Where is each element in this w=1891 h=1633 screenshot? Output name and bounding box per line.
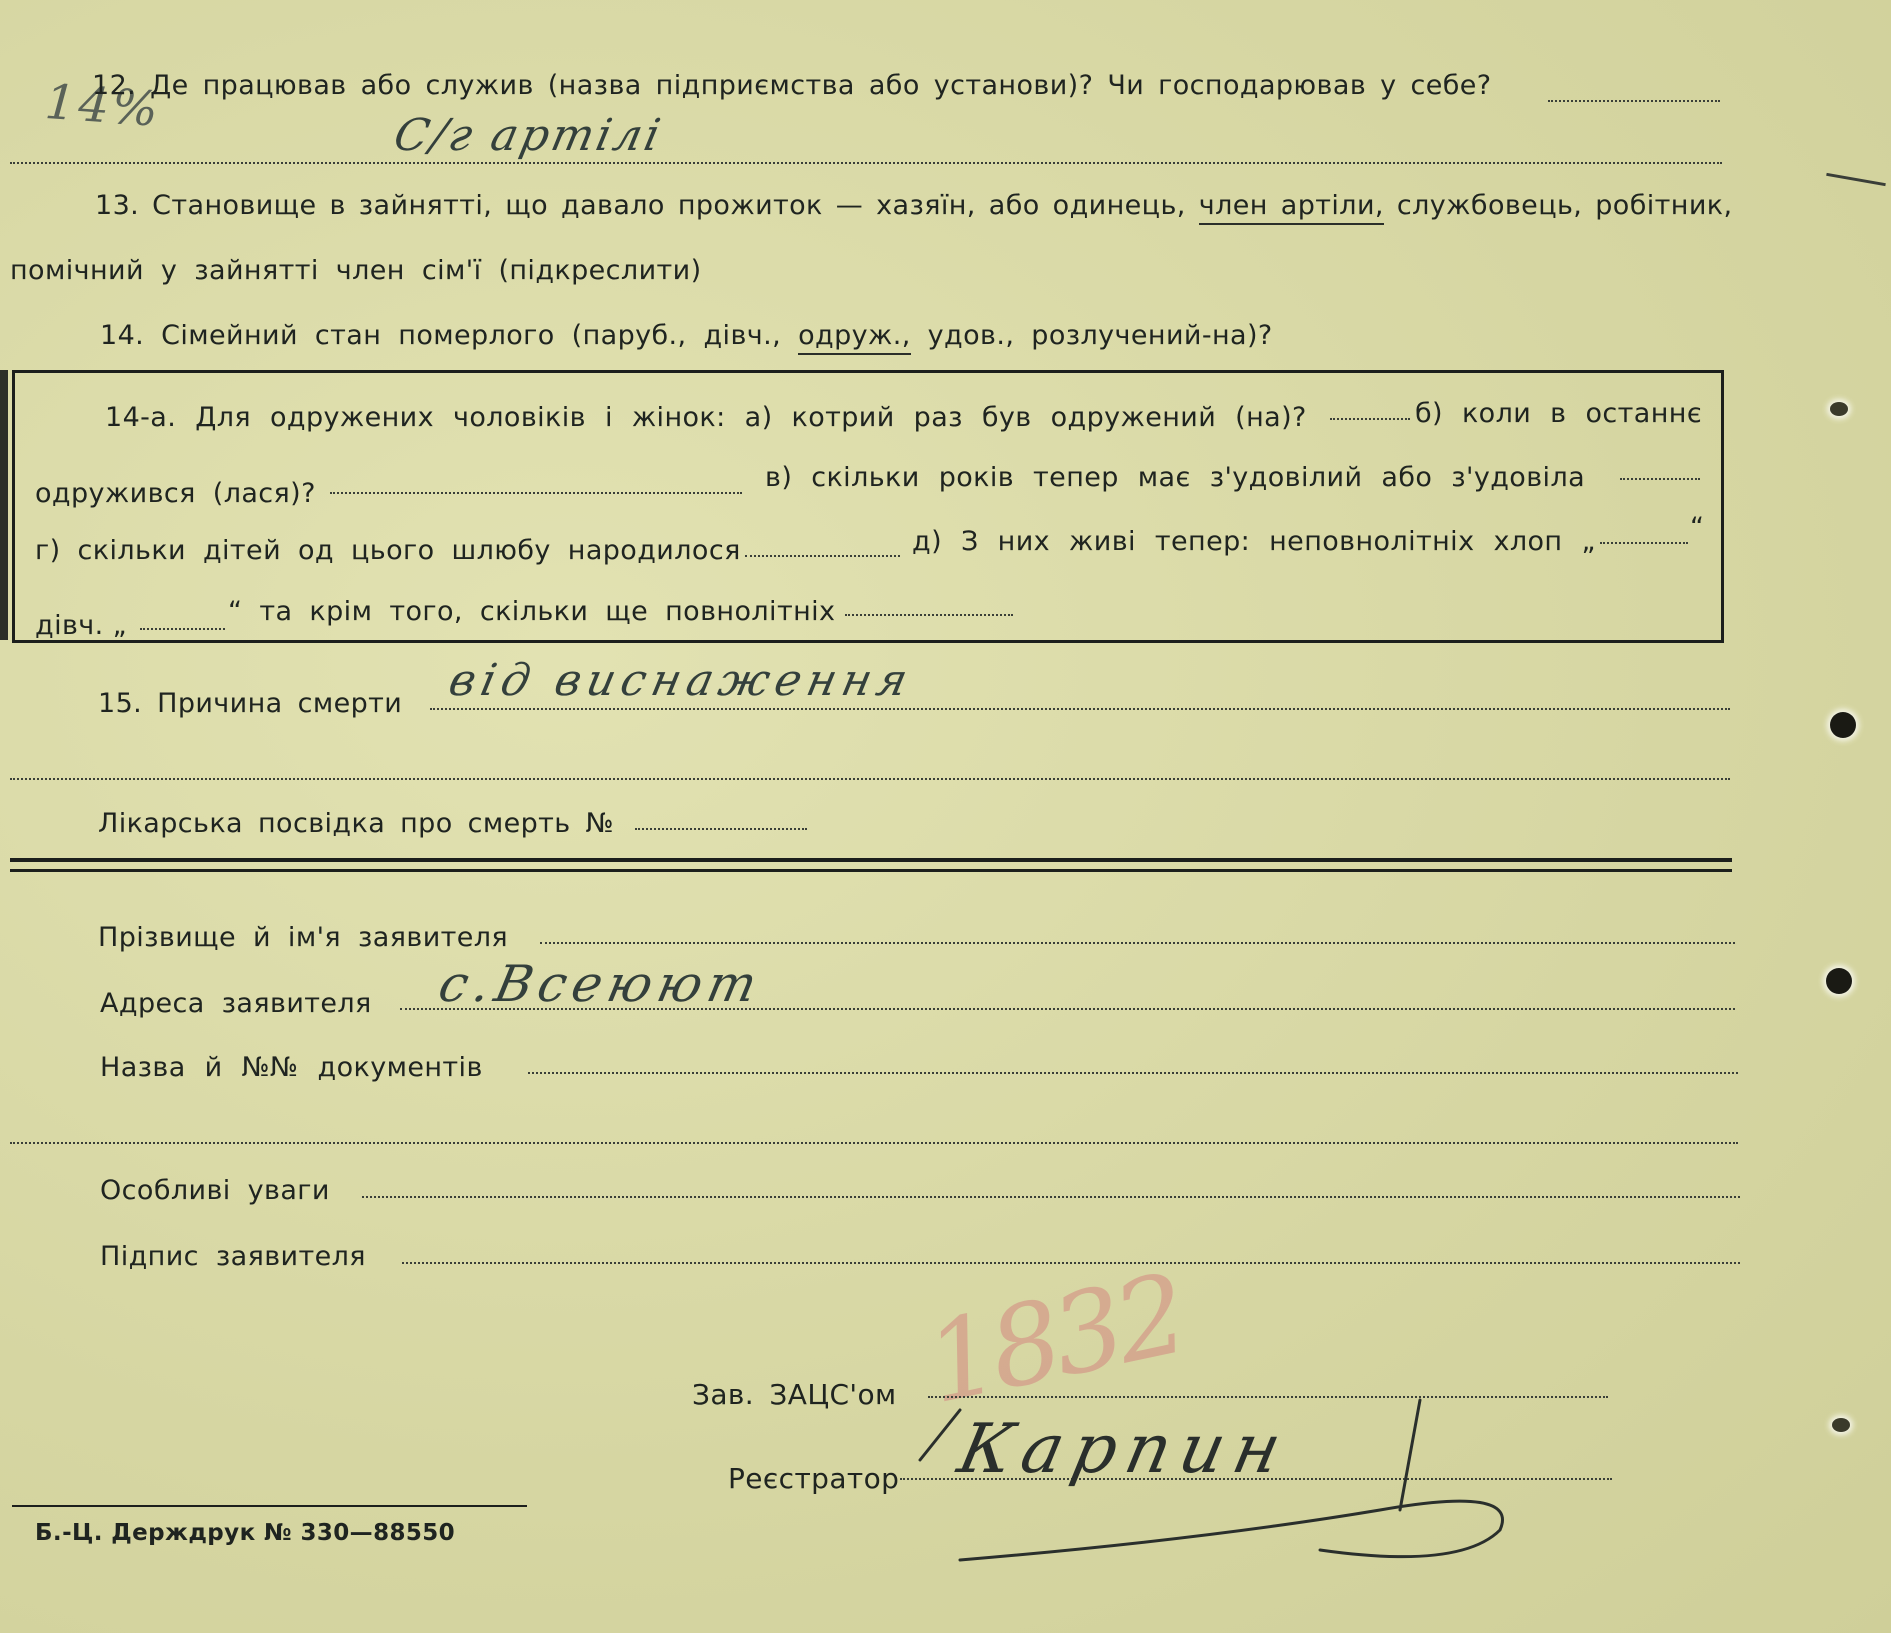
applicant-name-line (540, 942, 1735, 944)
q14a-line2b: в) скільки років тепер має з'удовілий або з'удовіла (765, 462, 1586, 493)
q14a-dots-5 (1600, 542, 1688, 544)
q14a-line3a: г) скільки дітей од цього шлюбу народилося (35, 535, 741, 566)
applicant-address-label: Адреса заявителя (100, 988, 372, 1019)
q14a-line1a: 14-а. Для одружених чоловіків і жінок: а) котрий раз був одружений (на)? (105, 402, 1307, 433)
q14a-dots-4 (745, 555, 900, 557)
punch-hole (1826, 968, 1852, 994)
q12-line (1548, 100, 1720, 102)
q14a-line4b: “ та крім того, скільки ще повнолітніх (228, 596, 836, 627)
q13-text-before: 13. Становище в зайнятті, що давало прожиток — хазяїн, або одинець, (95, 190, 1186, 221)
q14a-line4a: дівч. „ (35, 610, 127, 641)
punch-hole (1830, 402, 1848, 416)
applicant-docs-line (528, 1072, 1738, 1074)
divider-rule-1 (10, 858, 1732, 862)
applicant-docs-label: Назва й №№ документів (100, 1052, 483, 1083)
special-notes-line (362, 1196, 1740, 1198)
q12-label: 12. Де працював або служив (назва підприємства або установи)? Чи господарював у себе? (92, 70, 1492, 101)
q14a-line1b: б) коли в останнє (1415, 398, 1703, 429)
q14a-line3b: д) З них живі тепер: неповнолітніх хлоп „ (912, 526, 1596, 557)
medical-line (635, 828, 807, 830)
red-stamp-mark: 1832 (915, 1249, 1193, 1429)
applicant-name-label: Прізвище й ім'я заявителя (98, 922, 509, 953)
q13-underlined-option: член артіли, (1199, 190, 1384, 225)
q14a-dots-7 (845, 614, 1013, 616)
q12-answer-line (10, 162, 1722, 164)
applicant-address-answer: с.Всеюют (433, 955, 768, 1013)
q14a-line2a: одружився (лася)? (35, 478, 316, 509)
q14-text-before: 14. Сімейний стан померлого (паруб., дівч., (100, 320, 782, 351)
printer-imprint: Б.-Ц. Держдрук № 330—88550 (35, 1520, 456, 1546)
special-notes-label: Особливі уваги (100, 1175, 330, 1206)
registrar-label: Реєстратор (728, 1462, 900, 1495)
q14-text-after: удов., розлучений-на)? (927, 320, 1273, 351)
q13-line2: помічний у зайнятті член сім'ї (підкреслити) (10, 255, 702, 286)
left-edge-mark (0, 370, 8, 640)
punch-hole (1830, 712, 1856, 738)
q14a-line3c: “ (1690, 512, 1705, 543)
medical-label: Лікарська посвідка про смерть № (98, 808, 615, 839)
q15-label: 15. Причина смерти (98, 688, 403, 719)
q14a-dots-6 (140, 628, 225, 630)
applicant-signature-label: Підпис заявителя (100, 1241, 366, 1272)
right-edge-stroke (1826, 173, 1886, 186)
punch-hole (1832, 1418, 1850, 1432)
q12-answer: С/г артілі (389, 110, 668, 161)
registrar-signature: Карпин (951, 1410, 1298, 1489)
q15-answer: від виснаження (444, 655, 918, 706)
q14-underlined-option: одруж., (798, 320, 911, 355)
zags-head-label: Зав. ЗАЦС'ом (692, 1378, 897, 1411)
q13-line1 (95, 190, 1732, 221)
q14a-dots-1 (1330, 418, 1410, 420)
applicant-signature-line (402, 1262, 1740, 1264)
q14a-dots-2 (330, 492, 742, 494)
q15-answer-line (430, 708, 1730, 710)
q14a-dots-3 (1620, 478, 1700, 480)
applicant-docs-line-2 (10, 1142, 1738, 1144)
q15-extra-line (10, 778, 1730, 780)
registrar-signature-flourish (900, 1390, 1540, 1580)
divider-rule-2 (10, 869, 1732, 872)
q13-text-after: службовець, робітник, (1396, 190, 1733, 221)
margin-note: 14% (43, 74, 163, 138)
printer-rule (12, 1505, 527, 1507)
q14-line (100, 320, 1273, 351)
